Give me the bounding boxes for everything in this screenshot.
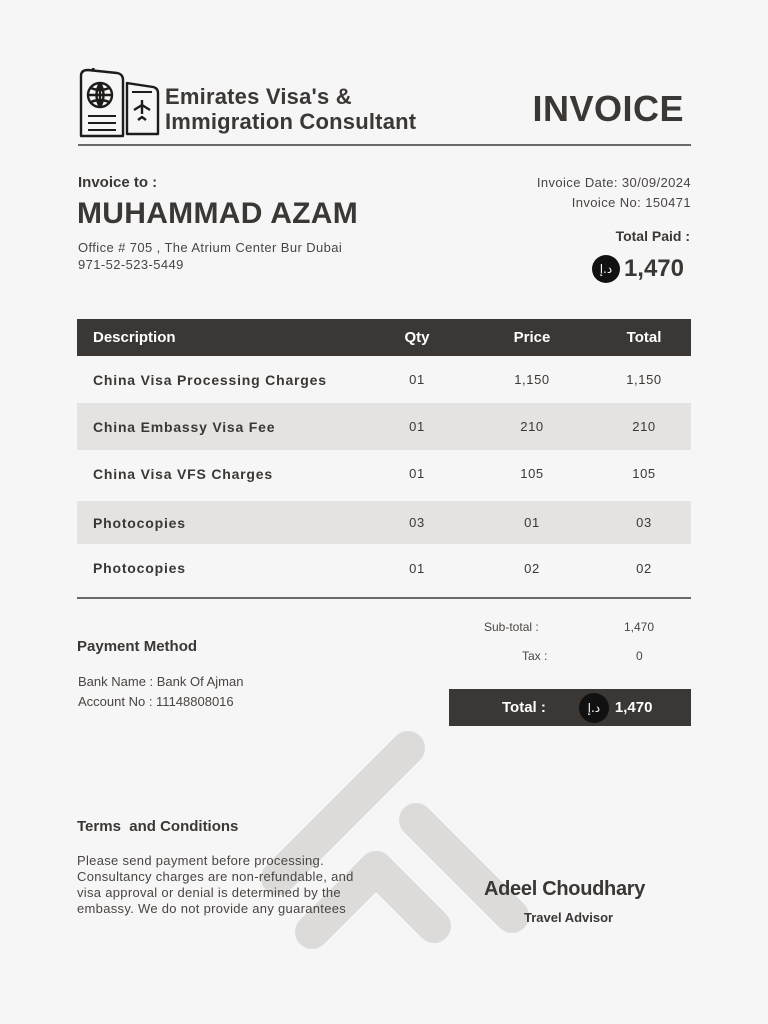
total-paid <box>592 255 684 283</box>
row-price: 210 <box>520 419 544 434</box>
line-items-table <box>77 319 691 592</box>
subtotal-value: 1,470 <box>624 620 655 634</box>
row-description: Photocopies <box>93 560 186 576</box>
invoice-meta <box>537 173 691 213</box>
client-phone: 971-52-523-5449 <box>78 257 184 272</box>
invoice-to-label: Invoice to : <box>78 174 158 191</box>
invoice-number: Invoice No: 150471 <box>571 195 691 210</box>
row-total: 02 <box>636 560 652 576</box>
invoice-date: Invoice Date: 30/09/2024 <box>536 175 691 190</box>
company-name-line2: Immigration Consultant <box>165 109 417 134</box>
row-price: 01 <box>524 515 540 530</box>
row-qty: 03 <box>409 515 425 530</box>
row-description: Photocopies <box>93 514 186 531</box>
bank-name: Bank Name : Bank Of Ajman <box>78 674 244 689</box>
grand-total-box <box>449 689 691 726</box>
dirham-currency-icon: د.إ <box>579 693 609 723</box>
table-row <box>77 450 691 497</box>
grand-total-value: 1,470 <box>614 699 653 716</box>
row-qty: 01 <box>409 560 425 576</box>
signatory-role: Travel Advisor <box>524 910 614 925</box>
row-total: 210 <box>632 419 656 434</box>
tax-value: 0 <box>636 649 643 663</box>
header-divider <box>78 144 691 146</box>
row-price: 105 <box>520 466 544 481</box>
table-row <box>77 403 691 450</box>
client-contact <box>78 239 342 273</box>
tax-label: Tax : <box>522 649 548 663</box>
client-address: Office # 705 , The Atrium Center Bur Dubai <box>78 240 343 255</box>
dirham-currency-icon: د.إ <box>592 255 620 283</box>
row-price: 02 <box>524 560 540 576</box>
row-total: 105 <box>632 466 656 481</box>
header-total: Total <box>626 329 662 346</box>
passport-icon <box>78 68 162 140</box>
document-title: INVOICE <box>532 88 684 129</box>
client-name: MUHAMMAD AZAM <box>77 197 359 230</box>
table-row <box>77 501 691 544</box>
grand-total-label: Total : <box>502 699 546 716</box>
subtotal-label: Sub-total : <box>484 620 539 634</box>
payment-details <box>78 672 243 712</box>
row-total: 03 <box>636 515 652 530</box>
company-name-line1: Emirates Visa's & <box>165 84 352 109</box>
terms-title: Terms and Conditions <box>77 818 239 835</box>
signatory-name: Adeel Choudhary <box>484 878 646 900</box>
header-price: Price <box>513 329 551 346</box>
row-qty: 01 <box>409 466 425 481</box>
row-description: China Embassy Visa Fee <box>93 418 276 435</box>
table-header <box>77 319 691 356</box>
table-row <box>77 356 691 403</box>
terms-text: Please send payment before processing. Consultancy charges are non-refundable, and visa approval or denial is determined by the embassy. We do not provide any guarantees <box>77 853 354 916</box>
row-qty: 01 <box>409 419 425 434</box>
header-qty: Qty <box>404 329 430 346</box>
account-number: Account No : 11148808016 <box>78 694 234 709</box>
row-price: 1,150 <box>514 372 550 387</box>
total-paid-label: Total Paid : <box>615 228 690 244</box>
row-description: China Visa VFS Charges <box>93 465 273 482</box>
total-paid-value: 1,470 <box>623 255 684 282</box>
company-name <box>165 84 416 134</box>
header-description: Description <box>93 329 176 346</box>
row-qty: 01 <box>409 372 425 387</box>
row-description: China Visa Processing Charges <box>93 371 327 388</box>
table-row <box>77 544 691 592</box>
row-total: 1,150 <box>626 372 662 387</box>
payment-method-title: Payment Method <box>77 638 198 655</box>
table-divider <box>77 597 691 599</box>
